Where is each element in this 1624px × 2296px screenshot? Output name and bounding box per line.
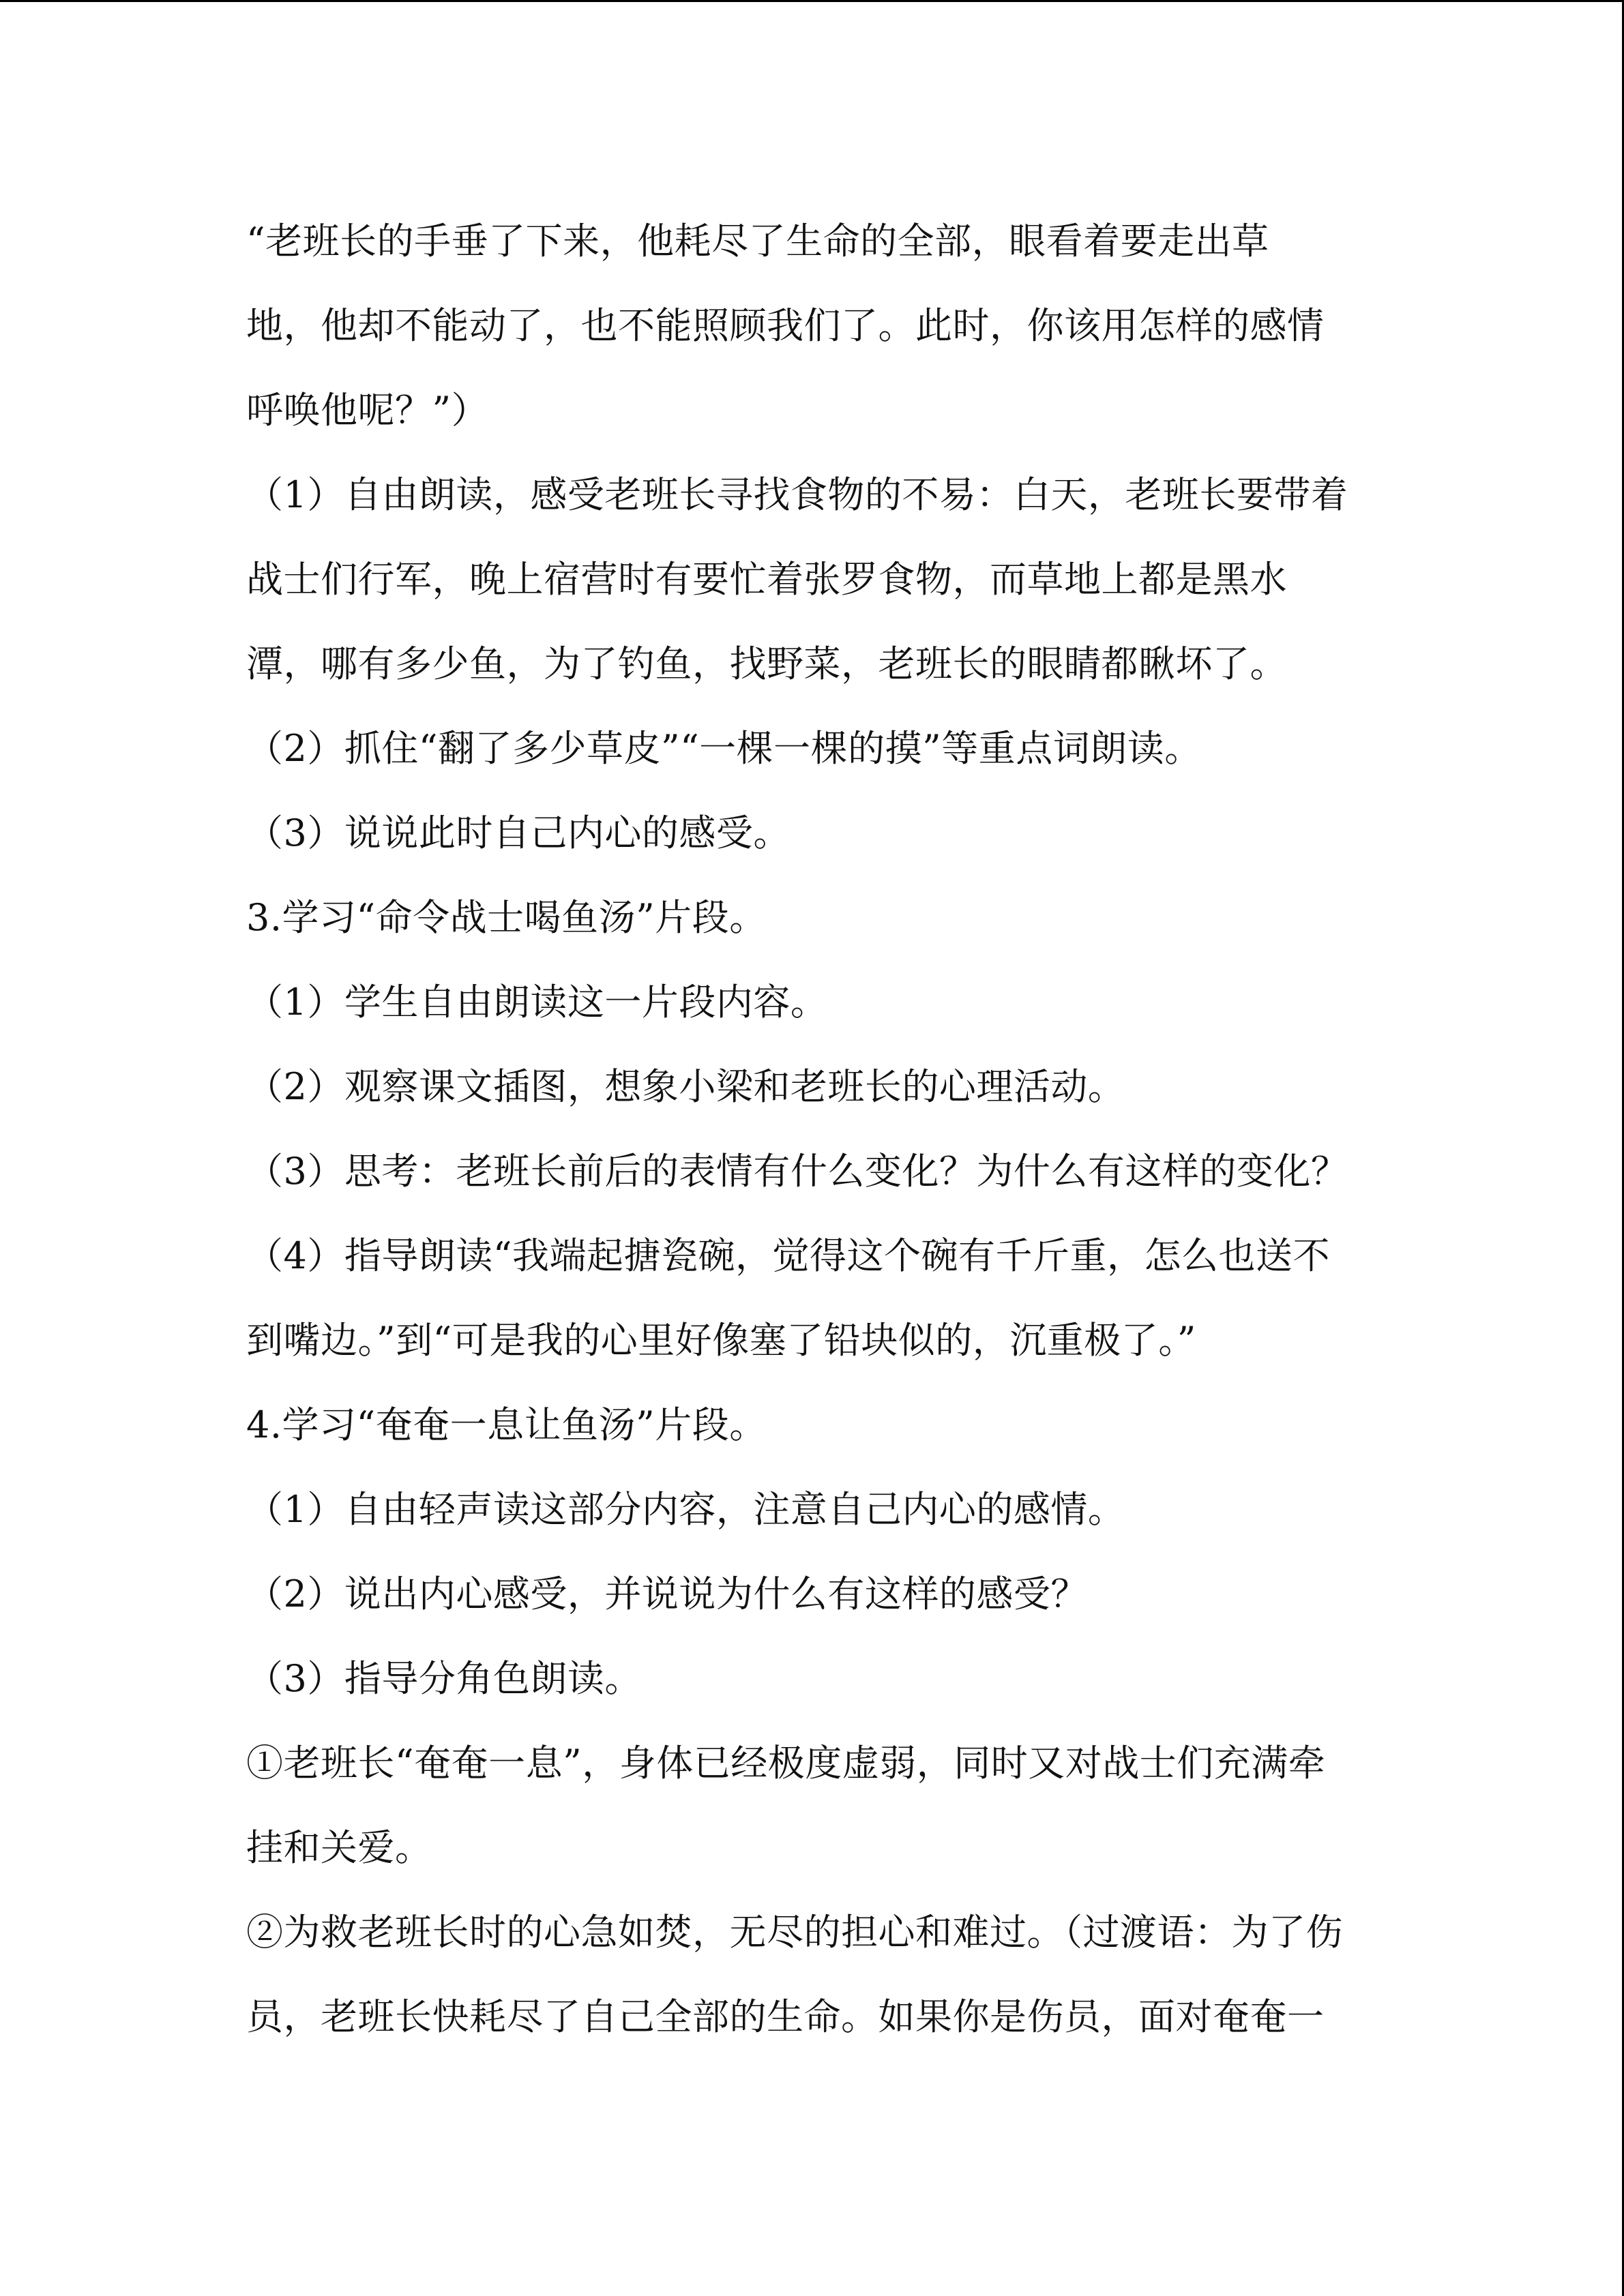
text-line: （3）指导分角色朗读。 — [246, 1657, 642, 1700]
text-line: （1）自由轻声读这部分内容，注意自己内心的感情。 — [246, 1488, 1125, 1531]
text-line: 到嘴边。”到“可是我的心里好像塞了铅块似的，沉重极了。” — [246, 1319, 1196, 1362]
text-line: （3）说说此时自己内心的感受。 — [246, 811, 791, 854]
text-line: 挂和关爱。 — [246, 1826, 432, 1869]
text-line: 员，老班长快耗尽了自己全部的生命。如果你是伤员，面对奄奄一 — [246, 1995, 1325, 2038]
text-line: “老班长的手垂了下来，他耗尽了生命的全部，眼看着要走出草 — [246, 220, 1269, 263]
text-line: 潭，哪有多少鱼，为了钓鱼，找野菜，老班长的眼睛都瞅坏了。 — [246, 642, 1287, 685]
text-line: 战士们行军，晚上宿营时有要忙着张罗食物，而草地上都是黑水 — [246, 558, 1287, 601]
text-line: （1）自由朗读，感受老班长寻找食物的不易：白天，老班长要带着 — [246, 473, 1348, 516]
text-line: （2）观察课文插图，想象小梁和老班长的心理活动。 — [246, 1065, 1125, 1108]
text-line: 呼唤他呢？”） — [246, 389, 489, 432]
text-line: ①老班长“奄奄一息”，身体已经极度虚弱，同时又对战士们充满牵 — [246, 1742, 1326, 1785]
text-line: （3）思考：老班长前后的表情有什么变化？为什么有这样的变化？ — [246, 1150, 1348, 1193]
text-line: ②为救老班长时的心急如焚，无尽的担心和难过。（过渡语：为了伤 — [246, 1911, 1343, 1954]
text-line: 地，他却不能动了，也不能照顾我们了。此时，你该用怎样的感情 — [246, 304, 1325, 347]
text-line: （1）学生自由朗读这一片段内容。 — [246, 981, 828, 1024]
text-line: （2）抓住“翻了多少草皮”“一棵一棵的摸”等重点词朗读。 — [246, 727, 1202, 770]
text-line: （2）说出内心感受，并说说为什么有这样的感受？ — [246, 1572, 1088, 1615]
text-line: （4）指导朗读“我端起搪瓷碗，觉得这个碗有千斤重，怎么也送不 — [246, 1234, 1330, 1277]
section-heading: 3.学习“命令战士喝鱼汤”片段。 — [246, 896, 767, 939]
section-heading: 4.学习“奄奄一息让鱼汤”片段。 — [246, 1403, 767, 1446]
document-body — [246, 199, 1378, 2059]
page-border-top — [0, 0, 1624, 2]
